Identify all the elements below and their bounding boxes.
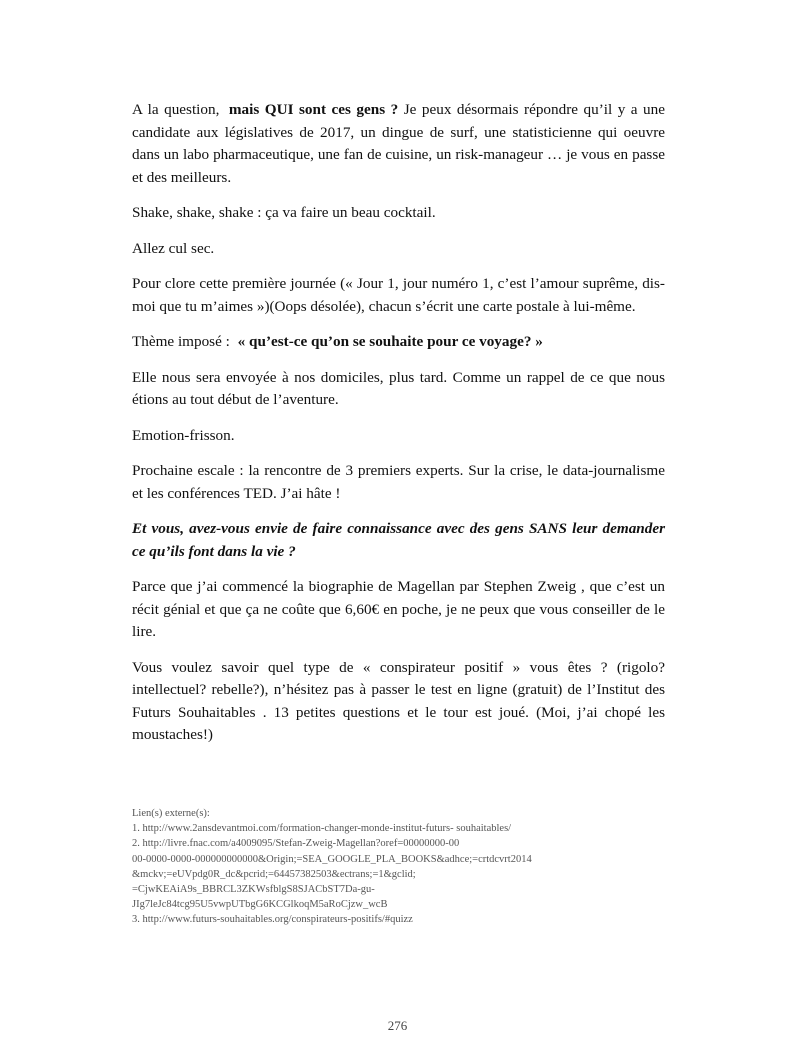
link-line[interactable]: JIg7leJc84tcg95U5vwpUTbgG6KCGlkoqM5aRoCjzw_wcB <box>132 899 388 911</box>
link-line[interactable]: 1. http://www.2ansdevantmoi.com/formation-changer-monde-institut-futurs- souhaitables/ <box>132 823 512 835</box>
paragraph-6: Elle nous sera envoyée à nos domiciles, plus tard. Comme un rappel de ce que nous étions au tout début de l’aventure. <box>132 368 665 408</box>
external-links <box>132 806 692 928</box>
link-line[interactable]: 00-0000-0000-000000000000&Origin;=SEA_GOOGLE_PLA_BOOKS&adhce;=crtdcvrt2014 <box>132 853 532 865</box>
paragraph-8: Prochaine escale : la rencontre de 3 premiers experts. Sur la crise, le data-journalisme et les conférences TED. J’ai hâte ! <box>132 462 665 502</box>
links-heading: Lien(s) externe(s): <box>132 808 210 819</box>
paragraph-2: Shake, shake, shake : ça va faire un beau cocktail. <box>132 204 436 221</box>
link-line[interactable]: 2. http://livre.fnac.com/a4009095/Stefan-Zweig-Magellan?oref=00000000-00 <box>132 838 460 850</box>
paragraph-5 <box>132 331 665 354</box>
p5-theme: « qu’est-ce qu’on se souhaite pour ce voyage? » <box>237 333 543 350</box>
paragraph-3: Allez cul sec. <box>132 239 215 257</box>
p1-question: mais QUI sont ces gens ? <box>228 101 399 118</box>
p1-intro: A la question, <box>132 101 220 118</box>
paragraph-10: Parce que j’ai commencé la biographie de Magellan par Stephen Zweig , que c’est un récit génial et que ça ne coûte que 6,60€ en poche, je ne peux que vous conseiller de le lire. <box>132 578 665 640</box>
link-line[interactable]: 3. http://www.futurs-souhaitables.org/conspirateurs-positifs/#quizz <box>132 914 413 926</box>
p1-rest: Je peux désormais répondre qu’il y a une candidate aux législatives de 2017, un dingue de surf, une statisticienne qui oeuvre dans un labo pharmaceutique, une fan de cuisine, un risk-manageur … je vous en passe et des meilleurs. <box>132 101 665 186</box>
paragraph-4: Pour clore cette première journée (« Jour 1, jour numéro 1, c’est l’amour suprême, dis-moi que tu m’aimes »)(Oops désolée), chacun s’écrit une carte postale à lui-même. <box>132 275 665 315</box>
link-line[interactable]: =CjwKEAiA9s_BBRCL3ZKWsfblgS8SJACbST7Da-gu- <box>132 884 375 896</box>
p5-label: Thème imposé : <box>132 333 230 350</box>
paragraph-1 <box>132 99 665 189</box>
page-number: 276 <box>387 1018 408 1033</box>
paragraph-9-question: Et vous, avez-vous envie de faire connaissance avec des gens SANS leur demander ce qu’ils font dans la vie ? <box>132 520 665 560</box>
body-text <box>132 99 665 760</box>
paragraph-7: Emotion-frisson. <box>132 426 235 444</box>
paragraph-11: Vous voulez savoir quel type de « conspirateur positif » vous êtes ? (rigolo? intellectuel? rebelle?), n’hésitez pas à passer le test en ligne (gratuit) de l’Institut des Futurs Souhaitables . 13 petites questions et le tour est joué. (Moi, j’ai chopé les moustaches!) <box>132 658 665 743</box>
link-line[interactable]: &mckv;=eUVpdg0R_dc&pcrid;=64457382503&ectrans;=1&gclid; <box>132 868 416 880</box>
